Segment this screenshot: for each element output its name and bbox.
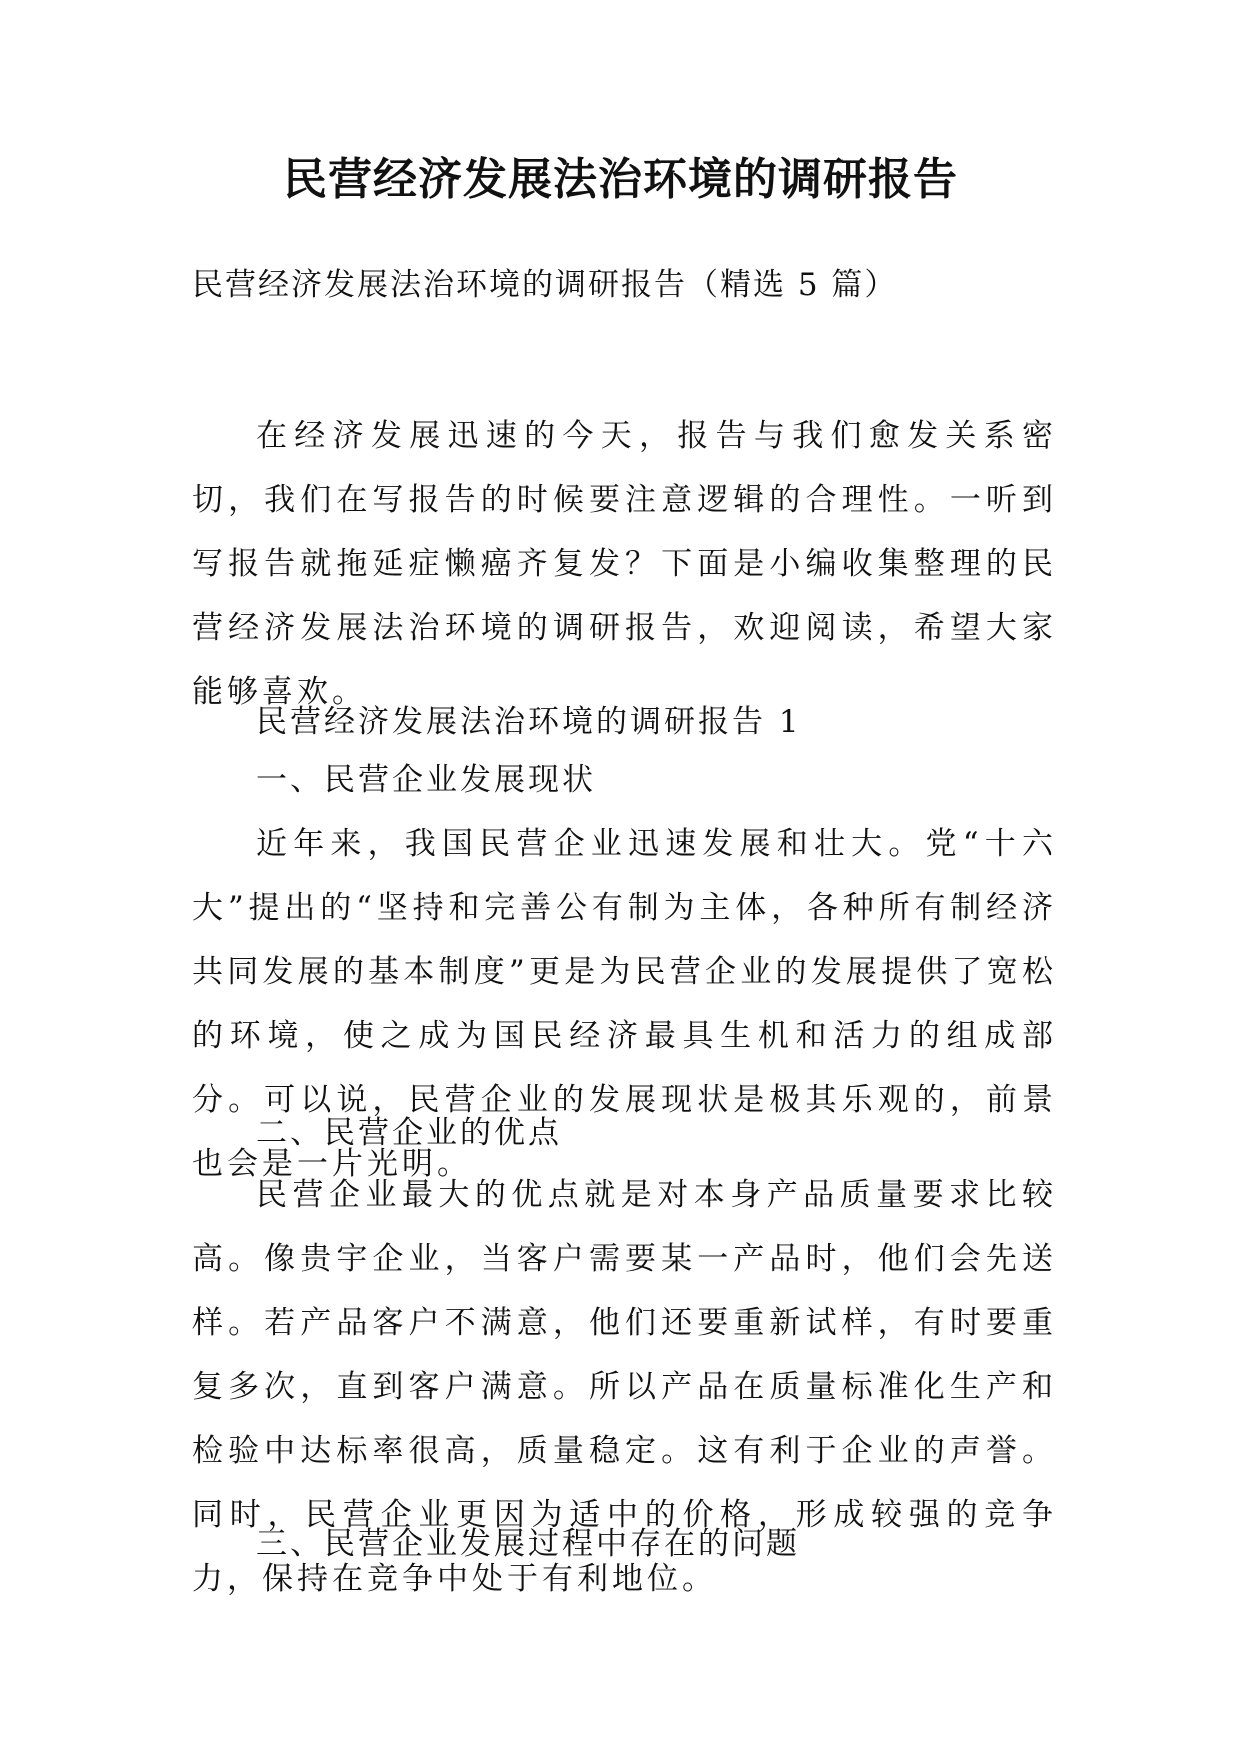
section-1-heading: 一、民营企业发展现状: [256, 762, 596, 798]
section-2-paragraph: 民营企业最大的优点就是对本身产品质量要求比较高。像贵宇企业，当客户需要某一产品时，他们会先送样。若产品客户不满意，他们还要重新试样，有时要重复多次，直到客户满意。所以产品在质量标准化生产和检验中达标率很高，质量稳定。这有利于企业的声誉。同时，民营企业更因为适中的价格，形成较强的竞争力，保持在竞争中处于有利地位。: [192, 1177, 1057, 1597]
section-3-heading: 三、民营企业发展过程中存在的问题: [256, 1526, 800, 1562]
report-1-heading: 民营经济发展法治环境的调研报告 1: [256, 704, 802, 740]
document-subtitle: 民营经济发展法治环境的调研报告（精选 5 篇）: [192, 267, 898, 303]
section-2-heading: 二、民营企业的优点: [256, 1115, 562, 1151]
section-1-paragraph: 近年来，我国民营企业迅速发展和壮大。党“十六大”提出的“坚持和完善公有制为主体，各种所有制经济共同发展的基本制度”更是为民营企业的发展提供了宽松的环境，使之成为国民经济最具生机和活力的组成部分。可以说，民营企业的发展现状是极其乐观的，前景也会是一片光明。: [192, 826, 1057, 1182]
intro-paragraph: 在经济发展迅速的今天，报告与我们愈发关系密切，我们在写报告的时候要注意逻辑的合理性。一听到写报告就拖延症懒癌齐复发？下面是小编收集整理的民营经济发展法治环境的调研报告，欢迎阅读，希望大家能够喜欢。: [192, 418, 1057, 710]
document-title: 民营经济发展法治环境的调研报告: [283, 154, 958, 205]
